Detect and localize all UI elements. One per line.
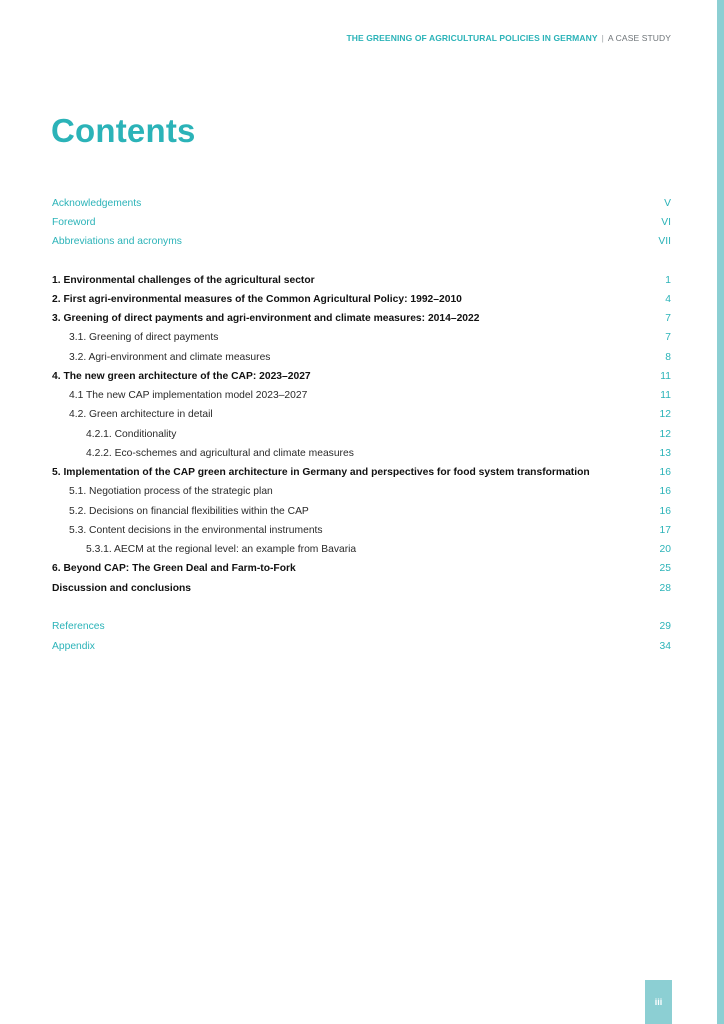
toc-entry-page: 29 bbox=[659, 621, 671, 632]
toc-entry-page: 11 bbox=[660, 390, 671, 401]
toc-entry-page: 28 bbox=[659, 583, 671, 594]
toc-entry-label: 4.2.1. Conditionality bbox=[86, 429, 177, 440]
toc-entry-label: 4. The new green architecture of the CAP: 2023–2027 bbox=[52, 371, 311, 382]
toc-entry-label: Discussion and conclusions bbox=[52, 583, 192, 594]
toc-entry-page: 20 bbox=[659, 544, 671, 555]
toc-entry-label: 2. First agri-environmental measures of the Common Agricultural Policy: 1992–2010 bbox=[52, 294, 462, 305]
toc-entry-label: 5.3. Content decisions in the environmental instruments bbox=[69, 525, 323, 536]
toc-entry-label: Abbreviations and acronyms bbox=[52, 236, 182, 247]
toc-entry-page: VI bbox=[661, 217, 671, 228]
toc-entry-page: 34 bbox=[659, 641, 671, 652]
toc-front-acknowledgements[interactable] bbox=[52, 197, 671, 211]
toc-entry-page: 25 bbox=[659, 563, 671, 574]
toc-section-3-2[interactable] bbox=[52, 351, 671, 365]
toc-discussion[interactable] bbox=[52, 582, 671, 596]
toc-entry-page: 12 bbox=[659, 429, 671, 440]
toc-entry-label: 5.2. Decisions on financial flexibilities within the CAP bbox=[69, 506, 309, 517]
toc-front-abbreviations[interactable] bbox=[52, 235, 671, 249]
toc-entry-label: References bbox=[52, 621, 105, 632]
toc-entry-label: 3.2. Agri-environment and climate measures bbox=[69, 352, 271, 363]
running-header-subtitle: A CASE STUDY bbox=[607, 33, 671, 43]
page-number: iii bbox=[654, 997, 663, 1007]
toc-entry-page: 11 bbox=[660, 371, 671, 382]
toc-chapter-3[interactable] bbox=[52, 312, 671, 326]
toc-entry-page: 16 bbox=[659, 486, 671, 497]
toc-section-5-2[interactable] bbox=[52, 505, 671, 519]
toc-chapter-1[interactable] bbox=[52, 274, 671, 288]
toc-entry-page: 17 bbox=[659, 525, 671, 536]
toc-chapter-6[interactable] bbox=[52, 562, 671, 576]
toc-entry-label: 5.3.1. AECM at the regional level: an example from Bavaria bbox=[86, 544, 357, 555]
toc-entry-page: 16 bbox=[659, 506, 671, 517]
toc-subsection-5-3-1[interactable] bbox=[52, 543, 671, 557]
toc-subsection-4-2-2[interactable] bbox=[52, 447, 671, 461]
toc-entry-label: 4.1 The new CAP implementation model 2023–2027 bbox=[69, 390, 308, 401]
page-number-tab bbox=[645, 980, 672, 1024]
toc-back-references[interactable] bbox=[52, 620, 671, 634]
toc-entry-page: 12 bbox=[659, 409, 671, 420]
toc-entry-label: 1. Environmental challenges of the agricultural sector bbox=[52, 275, 315, 286]
toc-entry-page: 7 bbox=[665, 313, 671, 324]
toc-section-3-1[interactable] bbox=[52, 331, 671, 345]
toc-chapter-2[interactable] bbox=[52, 293, 671, 307]
toc-entry-page: VII bbox=[658, 236, 671, 247]
toc-subsection-4-2-1[interactable] bbox=[52, 428, 671, 442]
running-header bbox=[346, 33, 671, 43]
toc-back-appendix[interactable] bbox=[52, 640, 671, 654]
toc-entry-page: 8 bbox=[665, 352, 671, 363]
toc-entry-page: 13 bbox=[659, 448, 671, 459]
toc-entry-page: 4 bbox=[665, 294, 671, 305]
toc-entry-label: Appendix bbox=[52, 641, 95, 652]
toc-entry-label: 5. Implementation of the CAP green architecture in Germany and perspectives for food system transformation bbox=[52, 467, 590, 478]
running-header-separator: | bbox=[601, 33, 604, 43]
toc-entry-page: 16 bbox=[659, 467, 671, 478]
toc-entry-label: 3. Greening of direct payments and agri-environment and climate measures: 2014–2022 bbox=[52, 313, 480, 324]
toc-front-foreword[interactable] bbox=[52, 216, 671, 230]
toc-chapter-4[interactable] bbox=[52, 370, 671, 384]
toc-section-5-3[interactable] bbox=[52, 524, 671, 538]
toc-section-4-2[interactable] bbox=[52, 408, 671, 422]
toc-entry-label: 6. Beyond CAP: The Green Deal and Farm-to-Fork bbox=[52, 563, 296, 574]
toc-entry-page: V bbox=[664, 198, 671, 209]
toc-entry-label: 4.2. Green architecture in detail bbox=[69, 409, 213, 420]
page-title: Contents bbox=[51, 112, 196, 149]
toc-entry-label: 5.1. Negotiation process of the strategic plan bbox=[69, 486, 273, 497]
running-header-title: THE GREENING OF AGRICULTURAL POLICIES IN GERMANY bbox=[346, 33, 598, 43]
toc-entry-label: Foreword bbox=[52, 217, 96, 228]
toc-section-4-1[interactable] bbox=[52, 389, 671, 403]
side-accent-bar bbox=[717, 0, 724, 1024]
toc-entry-label: 4.2.2. Eco-schemes and agricultural and climate measures bbox=[86, 448, 354, 459]
toc-entry-page: 7 bbox=[665, 332, 671, 343]
toc-chapter-5[interactable] bbox=[52, 466, 671, 480]
toc-section-5-1[interactable] bbox=[52, 485, 671, 499]
toc-entry-label: 3.1. Greening of direct payments bbox=[69, 332, 219, 343]
toc-entry-page: 1 bbox=[665, 275, 671, 286]
toc-entry-label: Acknowledgements bbox=[52, 198, 142, 209]
